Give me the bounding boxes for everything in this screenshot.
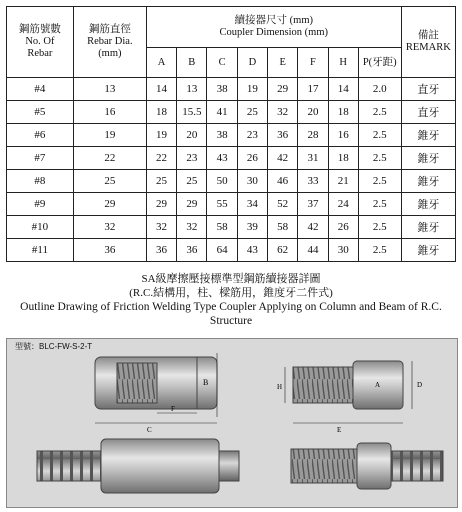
cell-dimension-h: 24 <box>328 193 358 216</box>
caption-title-en-cont: Structure <box>209 315 253 327</box>
cell-dimension-h: 14 <box>328 78 358 101</box>
header-col-a: A <box>146 48 176 78</box>
cell-remark: 錐牙 <box>401 124 455 147</box>
coupler-drawing-svg <box>7 339 457 507</box>
cell-dimension-h: 16 <box>328 124 358 147</box>
table-row <box>7 239 456 262</box>
table-row <box>7 78 456 101</box>
cell-dimension-b: 32 <box>177 216 207 239</box>
female-assembly-bottom <box>37 439 239 493</box>
cell-rebar-no: #4 <box>7 78 74 101</box>
cell-dimension-e: 46 <box>268 170 298 193</box>
cell-rebar-dia: 16 <box>73 101 146 124</box>
cell-remark: 錐牙 <box>401 193 455 216</box>
cell-dimension-h: 30 <box>328 239 358 262</box>
cell-dimension-a: 32 <box>146 216 176 239</box>
cell-rebar-no: #8 <box>7 170 74 193</box>
header-col-h: H <box>328 48 358 78</box>
table-body <box>7 78 456 262</box>
cell-dimension-a: 18 <box>146 101 176 124</box>
cell-dimension-b: 13 <box>177 78 207 101</box>
cell-dimension-p: 2.5 <box>358 193 401 216</box>
cell-dimension-a: 19 <box>146 124 176 147</box>
cell-rebar-dia: 32 <box>73 216 146 239</box>
cell-dimension-d: 25 <box>237 101 267 124</box>
cell-dimension-b: 15.5 <box>177 101 207 124</box>
cell-dimension-p: 2.0 <box>358 78 401 101</box>
label-e: E <box>337 426 342 434</box>
cell-dimension-d: 23 <box>237 124 267 147</box>
label-h: H <box>277 383 283 391</box>
cell-dimension-f: 20 <box>298 101 328 124</box>
header-coupler-dimension: 續接器尺寸 (mm) Coupler Dimension (mm) <box>146 7 401 48</box>
model-number: 型號：BLC-FW-S-2-T <box>15 342 93 351</box>
cell-dimension-f: 31 <box>298 147 328 170</box>
cell-dimension-b: 29 <box>177 193 207 216</box>
cell-dimension-d: 39 <box>237 216 267 239</box>
cell-dimension-f: 37 <box>298 193 328 216</box>
cell-dimension-e: 52 <box>268 193 298 216</box>
specification-sheet <box>6 6 456 262</box>
cell-dimension-f: 28 <box>298 124 328 147</box>
cell-dimension-d: 34 <box>237 193 267 216</box>
table-row <box>7 147 456 170</box>
cell-dimension-c: 58 <box>207 216 237 239</box>
label-f: F <box>171 405 175 413</box>
table-row <box>7 193 456 216</box>
header-col-c: C <box>207 48 237 78</box>
header-remark: 備註 REMARK <box>401 7 455 78</box>
cell-rebar-no: #9 <box>7 193 74 216</box>
cell-dimension-a: 14 <box>146 78 176 101</box>
label-b: B <box>203 378 209 387</box>
cell-dimension-e: 32 <box>268 101 298 124</box>
cell-rebar-dia: 29 <box>73 193 146 216</box>
male-coupler-top <box>277 361 422 434</box>
cell-dimension-d: 19 <box>237 78 267 101</box>
cell-remark: 錐牙 <box>401 216 455 239</box>
cell-dimension-b: 23 <box>177 147 207 170</box>
header-col-p: P(牙距) <box>358 48 401 78</box>
label-a: A <box>375 381 381 389</box>
cell-dimension-p: 2.5 <box>358 147 401 170</box>
cell-dimension-c: 55 <box>207 193 237 216</box>
header-col-f: F <box>298 48 328 78</box>
cell-rebar-dia: 13 <box>73 78 146 101</box>
cell-dimension-f: 44 <box>298 239 328 262</box>
coupler-dimension-table <box>6 6 456 262</box>
cell-dimension-c: 43 <box>207 147 237 170</box>
drawing-caption <box>0 272 462 328</box>
cell-dimension-c: 64 <box>207 239 237 262</box>
label-d: D <box>417 381 423 389</box>
cell-dimension-c: 38 <box>207 78 237 101</box>
cell-rebar-no: #11 <box>7 239 74 262</box>
caption-title-en: Outline Drawing of Friction Welding Type Coupler Applying on Column and Beam of R.C. <box>20 301 442 313</box>
cell-dimension-p: 2.5 <box>358 101 401 124</box>
cell-dimension-p: 2.5 <box>358 124 401 147</box>
cell-dimension-h: 26 <box>328 216 358 239</box>
cell-dimension-e: 42 <box>268 147 298 170</box>
cell-dimension-a: 25 <box>146 170 176 193</box>
cell-dimension-p: 2.5 <box>358 170 401 193</box>
cell-dimension-d: 43 <box>237 239 267 262</box>
cell-dimension-a: 36 <box>146 239 176 262</box>
cell-dimension-e: 36 <box>268 124 298 147</box>
table-row <box>7 101 456 124</box>
cell-rebar-dia: 36 <box>73 239 146 262</box>
female-coupler-top <box>95 353 217 434</box>
cell-rebar-no: #6 <box>7 124 74 147</box>
cell-dimension-c: 50 <box>207 170 237 193</box>
cell-remark: 錐牙 <box>401 147 455 170</box>
cell-dimension-p: 2.5 <box>358 216 401 239</box>
cell-dimension-f: 33 <box>298 170 328 193</box>
cell-dimension-e: 62 <box>268 239 298 262</box>
cell-rebar-dia: 22 <box>73 147 146 170</box>
cell-remark: 錐牙 <box>401 239 455 262</box>
cell-remark: 直牙 <box>401 101 455 124</box>
cell-rebar-dia: 19 <box>73 124 146 147</box>
cell-dimension-a: 29 <box>146 193 176 216</box>
cell-dimension-d: 30 <box>237 170 267 193</box>
cell-dimension-b: 36 <box>177 239 207 262</box>
cell-dimension-c: 38 <box>207 124 237 147</box>
cell-dimension-a: 22 <box>146 147 176 170</box>
header-col-e: E <box>268 48 298 78</box>
cell-dimension-e: 29 <box>268 78 298 101</box>
label-c: C <box>147 426 152 434</box>
header-rebar-no: 鋼筋號數 No. Of Rebar <box>7 7 74 78</box>
cell-dimension-f: 17 <box>298 78 328 101</box>
cell-dimension-h: 18 <box>328 101 358 124</box>
cell-rebar-no: #7 <box>7 147 74 170</box>
male-assembly-bottom <box>291 443 443 489</box>
cell-dimension-e: 58 <box>268 216 298 239</box>
outline-drawing <box>6 338 458 508</box>
header-rebar-dia: 鋼筋直徑 Rebar Dia. (mm) <box>73 7 146 78</box>
cell-dimension-c: 41 <box>207 101 237 124</box>
cell-dimension-b: 20 <box>177 124 207 147</box>
cell-rebar-dia: 25 <box>73 170 146 193</box>
cell-dimension-d: 26 <box>237 147 267 170</box>
cell-dimension-f: 42 <box>298 216 328 239</box>
caption-subtitle-zh: (R.C.結構用，柱、樑筋用，錐度牙二件式) <box>129 287 333 299</box>
caption-title-zh: SA級摩擦壓接標準型鋼筋續接器詳圖 <box>141 273 321 285</box>
table-row <box>7 124 456 147</box>
header-col-d: D <box>237 48 267 78</box>
cell-rebar-no: #10 <box>7 216 74 239</box>
cell-dimension-h: 18 <box>328 147 358 170</box>
cell-remark: 錐牙 <box>401 170 455 193</box>
cell-rebar-no: #5 <box>7 101 74 124</box>
cell-dimension-h: 21 <box>328 170 358 193</box>
cell-remark: 直牙 <box>401 78 455 101</box>
header-col-b: B <box>177 48 207 78</box>
cell-dimension-p: 2.5 <box>358 239 401 262</box>
table-row <box>7 170 456 193</box>
table-row <box>7 216 456 239</box>
cell-dimension-b: 25 <box>177 170 207 193</box>
